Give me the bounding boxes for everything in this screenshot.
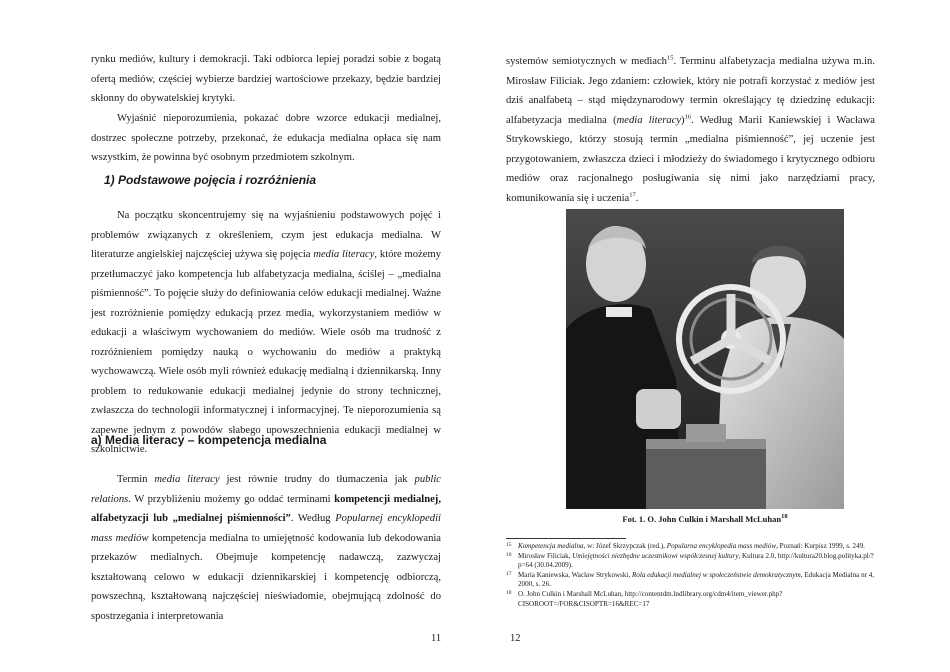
footnote-ref-18[interactable]: 18 [781, 513, 788, 521]
page-number-left: 11 [431, 633, 442, 644]
footnote-16: 16 Mirosław Filiciak, Umiejętności niezbędne uczestnikowi współczesnej kultury, Kultura 2.0, http://kultura20.blog.polityka.pl/?p=64 (30.04.2009). [506, 551, 874, 570]
footnote-separator [506, 538, 626, 539]
paragraph-media-literacy: Termin media literacy jest równie trudny do tłumaczenia jak public relations. W przybliżeniu możemy go oddać terminami kompetencji medialnej, alfabetyzacji lub „medialnej piśmienności”. Według Popularnej encyklopedii mass mediów kompetencja medialna to umiejętność kodowania lub dekodowania przekazów medialnych. Obejmuje kompetencję nadawczą, zazwyczaj kształtowaną celowo w edukacji dziennikarskiej i kompetencję odbiorczą, powszechną, kształtowaną najczęściej nieświadomie, obejmującą zdolność do spostrzegania i interpretowania [91, 474, 442, 622]
right-page [475, 0, 950, 672]
footnote-16-link[interactable]: , Kultura 2.0, http://kultura20.blog.polityka.pl/?p=64 (30.04.2009). [518, 551, 874, 570]
photo-caption: Fot. 1. O. John Culkin i Marshall McLuhan$^{18}$ [622, 513, 788, 524]
footnote-17: 17 Maria Kaniewska, Wacław Strykowski, Rola edukacji medialnej w społeczeństwie demokratycznym, Edukacja Medialna nr 4, 2000, s. 26. [506, 570, 875, 589]
photo-culkin-mcluhan [566, 209, 844, 509]
footnote-18: 18 O. John Culkin i Marshall McLuhan, http://contentdm.lndlibrary.org/cdm4/item_viewer.php?CISOROOT=/FOR&CISOPTR=16&REC=17 [506, 589, 783, 608]
footnotes-list [506, 542, 876, 609]
footnote-18-link[interactable]: O. John Culkin i Marshall McLuhan, http://contentdm.lndlibrary.org/cdm4/item_viewer.php?CISOROOT=/FOR&CISOPTR=16&REC=17 [518, 589, 783, 608]
paragraph-concepts: Na początku skoncentrujemy się na wyjaśnieniu podstawowych pojęć i problemów związanych z określeniem, czym jest edukacja medialna. W literaturze angielskiej najczęściej używa się pojęcia media literacy, które możemy przetłumaczyć jako kompetencja lub alfabetyzacja medialna, ściślej – „medialna piśmienność”. To pojęcie służy do definiowania celów edukacji medialnej. Ważne jest rozróżnienie pomiędzy edukacją przez media, wykorzystaniem mediów w edukacji a właściwym wychowaniem do mediów. Wiele osób ma trudność z rozróżnieniem pomiędzy nauką o wychowaniu do mediów a praktyką wychowawczą. Wiele osób myli również edukację medialną i dziennikarską. Inny problem to redukowanie edukacji medialnej jedynie do strony technicznej, zwłaszcza do technologii informatycznej i informacyjnej. Te nieporozumienia są zapewne jednym z powodów słabego upowszechnienia edukacji medialnej w szkolnictwie. [91, 210, 441, 455]
paragraph-intro: rynku mediów, kultury i demokracji. Taki odbiorca lepiej poradzi sobie z bogatą ofertą mediów, częściej wybierze bardziej wartościowe przekazy, będzie bardziej skłonny do obywatelskiej krytyki. [91, 54, 441, 104]
paragraph-goals: Wyjaśnić nieporozumienia, pokazać dobre wzorce edukacji medialnej, dostrzec społeczne potrzeby, przekonać, że edukacja medialna opłaca się nam wszystkim, że powinna być osobnym przedmiotem szkolnym. [91, 113, 441, 163]
footnote-ref-17[interactable]: 17 [629, 190, 636, 198]
footnote-ref-16[interactable]: 16 [684, 112, 692, 120]
page-number-right: 12 [510, 633, 521, 644]
section-heading-media-literacy: a) Media literacy – kompetencja medialna [91, 433, 327, 447]
footnote-15: 15 Kompetencja medialna, w: Józef Skrzypczak (red.), Popularna encyklopedia mass mediów, Poznań: Kurpisz 1999, s. 249. [506, 542, 865, 550]
footnote-ref-15[interactable]: 15 [666, 54, 674, 62]
section-heading-basic-concepts: 1) Podstawowe pojęcia i rozróżnienia [104, 173, 317, 187]
paragraph-continuation: systemów semiotycznych w mediach$^{15}$. Terminu alfabetyzacja medialna używa m.in. Mirosław Filiciak. Jego zdaniem: człowiek, który nie potrafi korzystać z mediów jest dziś analfabetą – stąd międzynarodowy termin określający tę dziedzinę edukacji: alfabetyzacja medialna (media literacy)$^{16}$. Według Marii Kaniewskiej i Wacława Strykowskiego, którzy stosują termin „medialna piśmienność”, jej uczenie jest przygotowaniem, zwłaszcza dzieci i młodzieży do świadomego i krytycznego odbioru mediów oraz racjonalnego posługiwania się nimi jako narzędziami pracy, komunikowania się i uczenia$^{17}$. [506, 54, 875, 204]
photo-drawing [566, 209, 844, 509]
